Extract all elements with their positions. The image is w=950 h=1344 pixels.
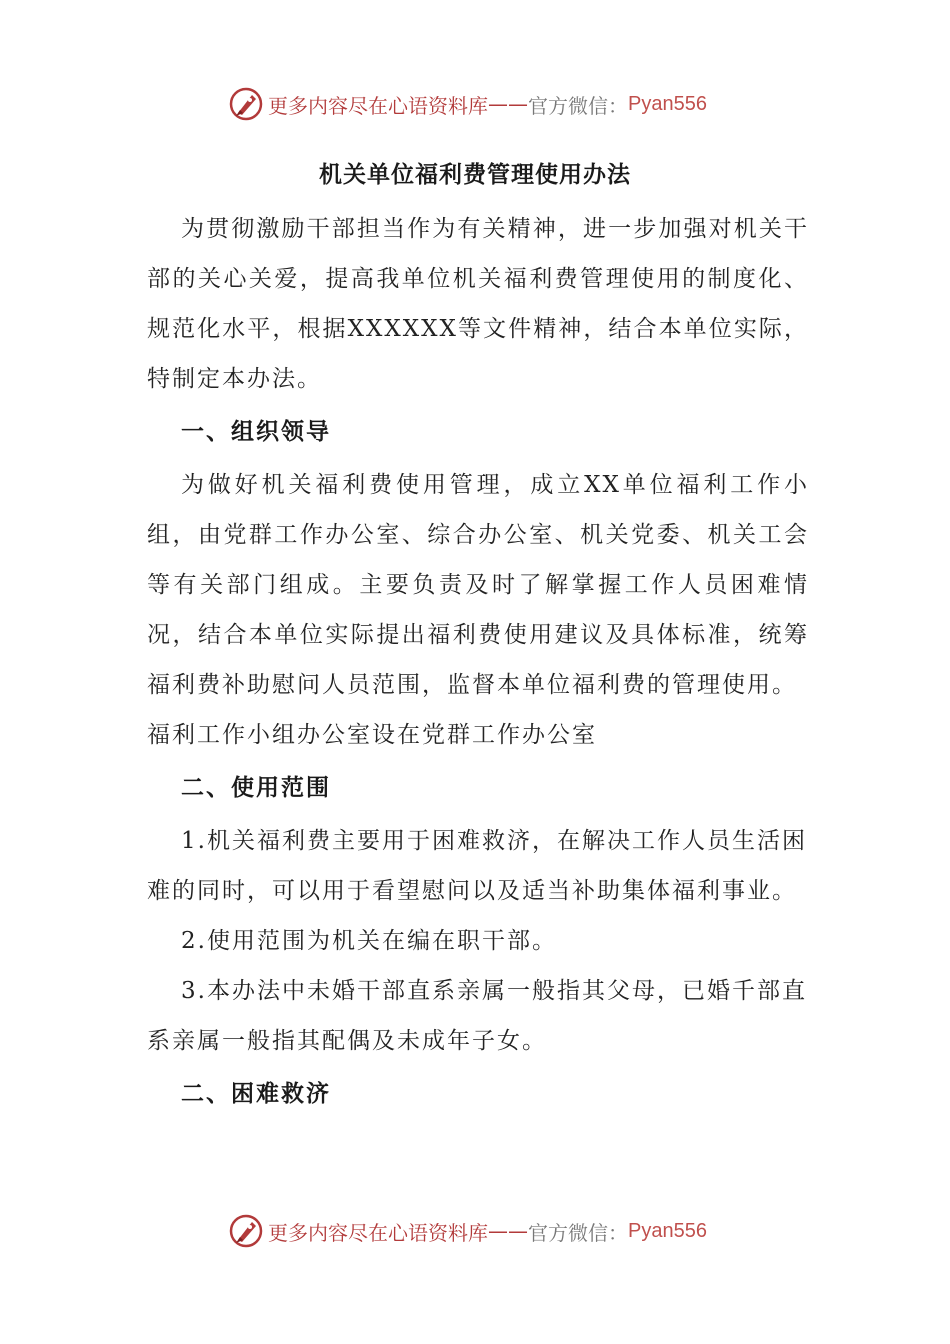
header-watermark <box>228 86 707 122</box>
section-heading-relief: 二、困难救济 <box>181 1081 331 1107</box>
intro-paragraph: 为贯彻激励干部担当作为有关精神，进一步加强对机关干部的关心关爱，提高我单位机关福利费管理使用的制度化、规范化水平，根据XXXXXX等文件精神，结合本单位实际，特制定本办法。 <box>147 216 809 392</box>
watermark-wechat-label: 官方微信： <box>528 1220 628 1245</box>
section-heading-organization: 一、组织领导 <box>181 419 331 445</box>
watermark-dash: —— <box>488 1219 528 1243</box>
document-title: 机关单位福利费管理使用办法 <box>319 162 631 188</box>
pen-nib-logo-icon <box>228 86 264 122</box>
footer-watermark <box>228 1213 707 1249</box>
scope-item-2: 2.使用范围为机关在编在职干部。 <box>181 928 557 954</box>
section-heading-scope: 二、使用范围 <box>181 775 331 801</box>
scope-item-1: 1.机关福利费主要用于困难救济，在解决工作人员生活困难的同时，可以用于看望慰问以及适当补助集体福利事业。 <box>147 828 807 904</box>
pen-nib-logo-icon <box>228 1213 264 1249</box>
organization-paragraph: 为做好机关福利费使用管理，成立XX单位福利工作小组，由党群工作办公室、综合办公室、机关党委、机关工会等有关部门组成。主要负责及时了解掌握工作人员困难情况，结合本单位实际提出福利费使用建议及具体标准，统筹福利费补助慰问人员范围，监督本单位福利费的管理使用。 <box>147 472 809 698</box>
organization-paragraph-tail: 福利工作小组办公室设在党群工作办公室 <box>147 722 597 748</box>
watermark-prefix: 更多内容尽在心语资料库 <box>268 1220 488 1245</box>
document-body <box>147 204 809 1122</box>
watermark-prefix: 更多内容尽在心语资料库 <box>268 93 488 118</box>
scope-item-3: 3.本办法中未婚干部直系亲属一般指其父母，已婚千部直系亲属一般指其配偶及未成年子女。 <box>147 978 807 1054</box>
watermark-dash: —— <box>488 92 528 116</box>
watermark-wechat-label: 官方微信： <box>528 93 628 118</box>
watermark-wechat-id: Pyan556 <box>628 1219 707 1242</box>
watermark-wechat-id: Pyan556 <box>628 92 707 115</box>
